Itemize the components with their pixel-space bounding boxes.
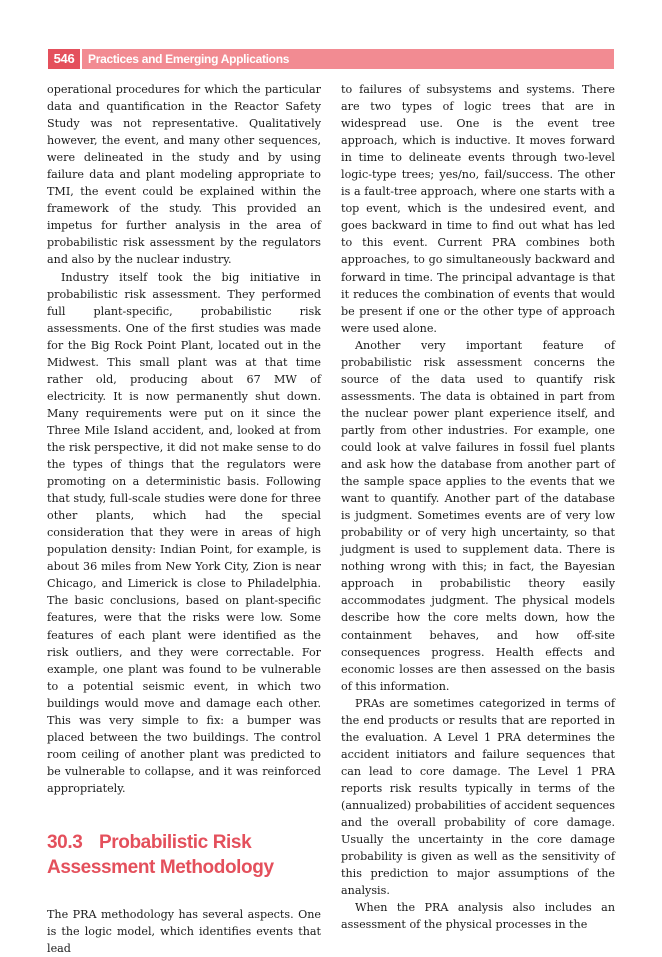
section-title-line1: Probabilistic Risk (99, 831, 252, 853)
page-number: 546 (48, 49, 80, 69)
section-heading (47, 830, 321, 880)
left-column (47, 81, 321, 957)
paragraph: to failures of subsystems and systems. There are two types of logic trees that are in widespread use. One is the event tree approach, which is inductive. It moves forward in time to delineate events through two-level logic-type trees; yes/no, fail/success. The other is a fault-tree approach, where one starts with a top event, which is the undesired event, and goes backward in time to find out what has led to this event. Current PRA combines both approaches, to go simultaneously backward and forward in time. The principal advantage is that it reduces the combination of events that would be present if one or the other type of approach were used alone. (341, 83, 615, 335)
paragraph: Another very important feature of probabilistic risk assessment concerns the source of the data used to quantify risk assessments. The data is obtained in part from the nuclear power plant experience itself, and partly from other industries. For example, one could look at valve failures in fossil fuel plants and ask how the database from another part of the sample space applies to the events that we want to quantify. Another part of the database is judgment. Sometimes events are of very low probability or of very high uncertainty, so that judgment is used to supplement data. There is nothing wrong with this; in fact, the Bayesian approach in probabilistic theory easily accommodates judgment. The physical models describe how the core melts down, how the containment behaves, and how off-site consequences progress. Health effects and economic losses are then assessed on the basis of this information. (341, 338, 615, 693)
paragraph: operational procedures for which the particular data and quantification in the Reactor Safety Study was not representative. Qualitatively however, the event, and many other sequences, were delineated in the study and by using failure data and plant modeling appropriate to TMI, the event could be explained within the framework of the study. This provided an impetus for further analysis in the area of probabilistic risk assessment by the regulators and also by the nuclear industry. (47, 83, 321, 267)
paragraph: When the PRA analysis also includes an assessment of the physical processes in the (341, 901, 615, 932)
section-title-line2: Assessment Methodology (47, 856, 274, 878)
paragraph: PRAs are sometimes categorized in terms of the end products or results that are reported in the evaluation. A Level 1 PRA determines the accident initiators and failure sequences that can lead to core damage. The Level 1 PRA reports risk results typically in terms of the (annualized) probabilities of accident sequences and the overall probability of core damage. Usually the uncertainty in the core damage probability is given as well as the sensitivity of this prediction to major assumptions of the analysis. (341, 696, 615, 898)
section-heading-line (47, 830, 321, 855)
section-number: 30.3 (47, 831, 83, 853)
page-header (48, 49, 614, 69)
running-title: Practices and Emerging Applications (82, 49, 614, 69)
right-column (341, 81, 615, 933)
paragraph: Industry itself took the big initiative in probabilistic risk assessment. They performed full plant-specific, probabilistic risk assessments. One of the first studies was made for the Big Rock Point Plant, located out in the Midwest. This small plant was at that time rather old, producing about 67 MW of electricity. It is now permanently shut down. Many requirements were put on it since the Three Mile Island accident, and, looked at from the risk perspective, it did not make sense to do the types of things that the regulators were promoting on a deterministic basis. Following that study, full-scale studies were done for three other plants, which had the special consideration that they were in areas of high population density: Indian Point, for example, is about 36 miles from New York City, Zion is near Chicago, and Limerick is close to Philadelphia. The basic conclusions, based on plant-specific features, were that the risks were low. Some features of each plant were identified as the risk outliers, and they were correctable. For example, one plant was found to be vulnerable to a potential seismic event, in which two buildings would move and damage each other. This was very simple to fix: a bumper was placed between the two buildings. The control room ceiling of another plant was predicted to be vulnerable to collapse, and it was reinforced appropriately. (47, 270, 321, 795)
paragraph: The PRA methodology has several aspects. One is the logic model, which identifies events that lead (47, 907, 321, 956)
